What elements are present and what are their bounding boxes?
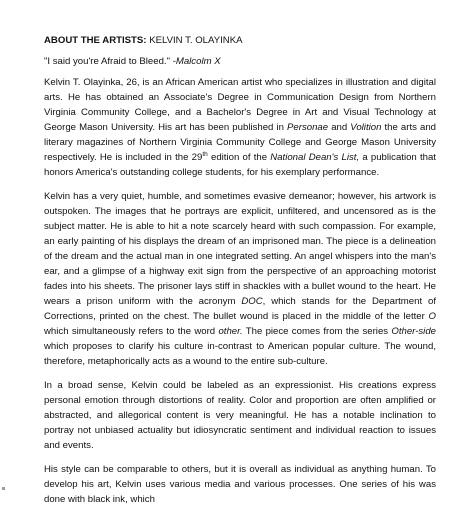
document-page bbox=[44, 33, 436, 516]
acronym-doc: DOC bbox=[241, 296, 263, 307]
p2-text-c: , which stands for the Department of Corrections, printed on the chest. The bullet wound is placed in the middle of the letter bbox=[44, 296, 436, 322]
ordinal-suffix: th bbox=[202, 150, 208, 158]
p2-text-e: which simultaneously refers to the word bbox=[44, 326, 219, 337]
paragraph-style: His style can be comparable to others, but it is overall as individual as anything human. To develop his art, Kelvin uses various media and various processes. One series of his was done with black ink, which bbox=[44, 464, 436, 505]
paragraph-expressionist: In a broad sense, Kelvin could be labeled as an expressionist. His creations express personal emotion through distortions of reality. Color and proportion are often amplified or abstracted, and allegorical content is very meaningful. He has a notable inclination to portray not unbiased actuality but idiosyncratic sentiment and individual reaction to issues and events. bbox=[44, 380, 436, 451]
p1-text-h: a publication that honors America's outstanding college students, for his exemplary performance. bbox=[44, 152, 436, 178]
heading-label: ABOUT THE ARTISTS: bbox=[44, 35, 147, 46]
p1-text-a: Kelvin T. Olayinka, 26, is an African American artist who specializes in illustration and digital arts. He has obtained an Associate's Degree in Communication Design from Northern Virginia Community College, and a Bachelor's Degree in Art and Visual Technology at George Mason University. His art has been published in bbox=[44, 77, 436, 133]
p2-text-a: Kelvin has a very quiet, humble, and sometimes evasive demeanor; however, his artwork is outspoken. The images that he portrays are explicit, unfiltered, and uncensored as is the subject matter. He is able to hit a note scarcely heard with such compassion. For example, an early painting of his displays the dream of an imprisoned man. The piece is a delineation of the dream and the actual man in one integrated setting. An angel whispers into the man's ear, and a glimpse of a highway exit sign from the perspective of an approaching motorist fades into his sheets. The prisoner lays stiff in shackles with a bullet wound to the heart. He wears a prison uniform with the acronym bbox=[44, 191, 436, 307]
quote-attribution: -Malcolm X bbox=[172, 56, 221, 67]
page-edge-mark bbox=[2, 487, 5, 490]
letter-o: O bbox=[428, 311, 436, 322]
paragraph-artwork bbox=[44, 189, 436, 369]
paragraph-biography bbox=[44, 75, 436, 180]
magazine-volition: Volition bbox=[350, 122, 382, 133]
p1-text-e: the arts and literary magazines of Northern Virginia Community College and George Mason University respectively. He is included in the 29 bbox=[44, 122, 436, 163]
artist-name: KELVIN T. OLAYINKA bbox=[149, 35, 243, 46]
publication-deans-list: National Dean's List, bbox=[270, 152, 360, 163]
word-other: other. bbox=[218, 326, 243, 337]
p1-text-c: and bbox=[328, 122, 351, 133]
epigraph-quote bbox=[44, 54, 436, 69]
p1-text-f: edition of the bbox=[207, 152, 271, 163]
section-heading bbox=[44, 33, 436, 48]
p2-text-i: which proposes to clarify his culture in-contrast to American popular culture. The wound, therefore, metaphorically acts as a wound to the entire sub-culture. bbox=[44, 341, 436, 367]
p2-text-g: The piece comes from the series bbox=[242, 326, 392, 337]
magazine-personae: Personae bbox=[287, 122, 329, 133]
quote-text: "I said you're Afraid to Bleed." bbox=[44, 56, 170, 67]
series-other-side: Other-side bbox=[391, 326, 436, 337]
